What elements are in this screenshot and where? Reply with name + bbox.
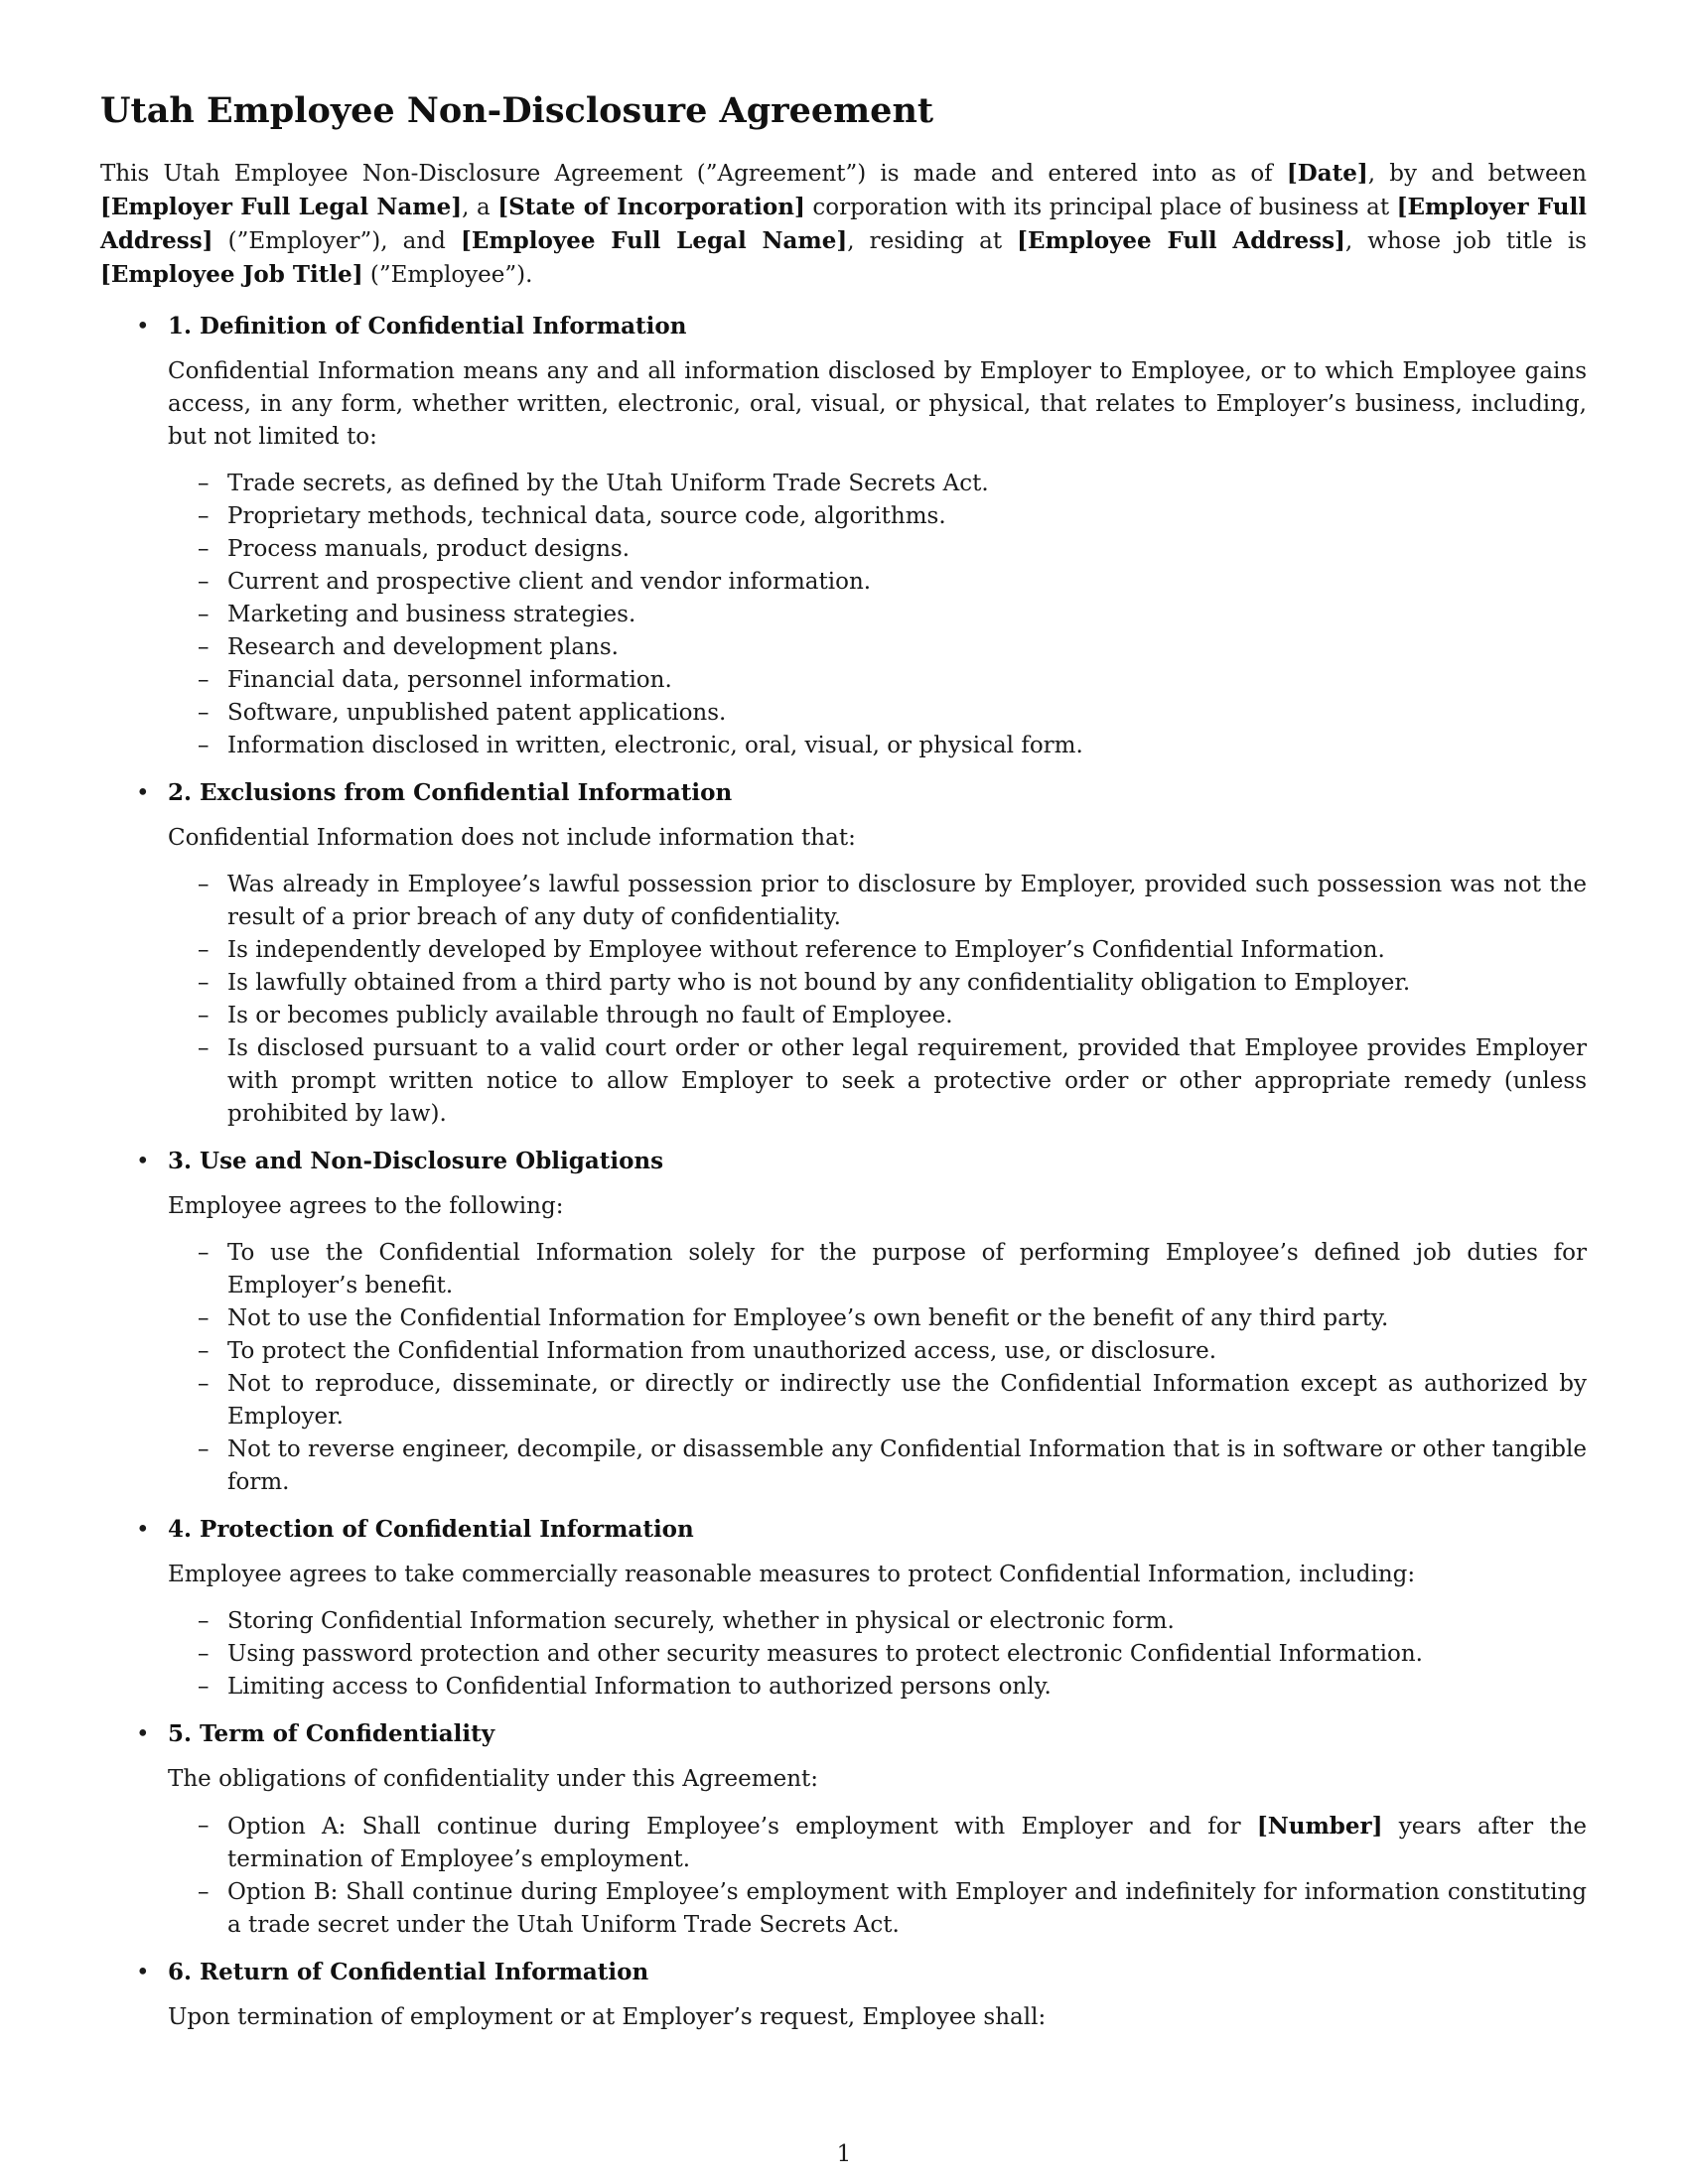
dash-icon: – [198, 937, 210, 963]
list-item-text: Using password protection and other security measures to protect electronic Confidential Information. [227, 1641, 1423, 1667]
page-number: 1 [836, 2141, 852, 2167]
section-lead: Upon termination of employment or at Employer’s request, Employee shall: [168, 2004, 1047, 2030]
dash-icon: – [198, 1436, 210, 1462]
list-item-text: Marketing and business strategies. [227, 602, 636, 627]
list-item-text: Not to use the Confidential Information for Employee’s own benefit or the benefit of any third party. [227, 1305, 1389, 1331]
option-a-text: years after the termination of Employee’s employment. [227, 1814, 1587, 1872]
list-item [168, 869, 1587, 934]
section-2 [100, 776, 1587, 1131]
list-item-text: Financial data, personnel information. [227, 667, 672, 693]
list-item [168, 730, 1587, 762]
list-item [168, 1810, 1587, 1876]
dash-icon: – [198, 1305, 210, 1331]
list-item-text: To protect the Confidential Information from unauthorized access, use, or disclosure. [227, 1338, 1217, 1364]
dash-icon: – [198, 970, 210, 996]
list-item [168, 566, 1587, 599]
dash-icon: – [198, 1003, 210, 1028]
section-4 [100, 1513, 1587, 1704]
list-item-text: Trade secrets, as defined by the Utah Uniform Trade Secrets Act. [227, 471, 989, 496]
list-item [168, 1237, 1587, 1302]
dash-icon: – [198, 634, 210, 660]
list-item [168, 533, 1587, 566]
job-title-placeholder: [Employee Job Title] [100, 261, 363, 288]
list-item [168, 500, 1587, 533]
list-item-text: Limiting access to Confidential Information to authorized persons only. [227, 1674, 1052, 1700]
intro-text: (”Employee”). [362, 262, 533, 288]
list-item-text: Is independently developed by Employee without reference to Employer’s Confidential Information. [227, 937, 1385, 963]
dash-icon: – [198, 1813, 210, 1839]
section-heading: 5. Term of Confidentiality [168, 1720, 495, 1747]
intro-text: , residing at [847, 228, 1018, 254]
list-item [168, 697, 1587, 730]
section-lead: Employee agrees to take commercially reasonable measures to protect Confidential Information, including: [168, 1562, 1416, 1587]
employer-address-placeholder: [Employer Full Address] [100, 194, 1587, 254]
list-item-text: Software, unpublished patent applications. [227, 700, 727, 726]
dash-icon: – [198, 1879, 210, 1905]
list-item [168, 934, 1587, 967]
employer-name-placeholder: [Employer Full Legal Name] [100, 194, 463, 220]
state-placeholder: [State of Incorporation] [497, 194, 805, 220]
list-item [168, 1368, 1587, 1433]
dash-icon: – [198, 1674, 210, 1700]
employee-name-placeholder: [Employee Full Legal Name] [460, 227, 848, 254]
dash-icon: – [198, 569, 210, 595]
list-item [168, 664, 1587, 697]
number-placeholder: [Number] [1256, 1813, 1383, 1840]
list-item-text: Not to reproduce, disseminate, or directly or indirectly use the Confidential Information except as authorized by Employer. [227, 1371, 1587, 1430]
section-3 [100, 1145, 1587, 1499]
dash-icon: – [198, 503, 210, 529]
section-5 [100, 1717, 1587, 1942]
intro-text: , by and between [1367, 161, 1587, 187]
list-item-text: Is or becomes publicly available through no fault of Employee. [227, 1003, 953, 1028]
dash-icon: – [198, 1338, 210, 1364]
dash-icon: – [198, 700, 210, 726]
dash-icon: – [198, 667, 210, 693]
list-item [168, 599, 1587, 631]
section-heading: 6. Return of Confidential Information [168, 1959, 649, 1985]
list-item [168, 967, 1587, 1000]
section-heading: 4. Protection of Confidential Information [168, 1516, 694, 1543]
list-item-text: Storing Confidential Information securely, whether in physical or electronic form. [227, 1608, 1175, 1634]
section-1 [100, 310, 1587, 762]
section-list [100, 310, 1587, 2034]
intro-text: , a [462, 195, 498, 220]
list-item-text: Is lawfully obtained from a third party who is not bound by any confidentiality obligation to Employer. [227, 970, 1411, 996]
section-heading: 2. Exclusions from Confidential Information [168, 779, 733, 806]
section-lead: Employee agrees to the following: [168, 1193, 564, 1219]
list-item [168, 1876, 1587, 1942]
list-item-text: Is disclosed pursuant to a valid court order or other legal requirement, provided that Employee provides Employer with prompt written notice to allow Employer to seek a protective order or other appropriate remedy (unless prohibited by law). [227, 1035, 1587, 1127]
list-item [168, 1000, 1587, 1032]
section-lead: Confidential Information means any and all information disclosed by Employer to Employee, or to which Employee gains access, in any form, whether written, electronic, oral, visual, or physical, that relates to Employer’s business, including, but not limited to: [168, 358, 1587, 450]
option-b-text: Option B: Shall continue during Employee’s employment with Employer and indefinitely for information constituting a trade secret under the Utah Uniform Trade Secrets Act. [227, 1879, 1587, 1938]
list-item [168, 1638, 1587, 1671]
section-4-items [168, 1605, 1587, 1704]
section-lead: Confidential Information does not include information that: [168, 825, 856, 851]
list-item-text: Not to reverse engineer, decompile, or disassemble any Confidential Information that is in software or other tangible form. [227, 1436, 1587, 1495]
intro-text: (”Employer”), and [212, 228, 461, 254]
dash-icon: – [198, 733, 210, 758]
option-a-text: Option A: Shall continue during Employee’s employment with Employer and for [227, 1814, 1257, 1840]
list-item [168, 468, 1587, 500]
section-heading: 1. Definition of Confidential Information [168, 313, 687, 340]
dash-icon: – [198, 1240, 210, 1266]
intro-paragraph [100, 157, 1587, 292]
list-item-text: Information disclosed in written, electronic, oral, visual, or physical form. [227, 733, 1083, 758]
intro-text: This Utah Employee Non-Disclosure Agreement (”Agreement”) is made and entered into as of [100, 161, 1287, 187]
section-6 [100, 1956, 1587, 2034]
dash-icon: – [198, 1035, 210, 1061]
list-item-text: Research and development plans. [227, 634, 619, 660]
intro-text: , whose job title is [1344, 228, 1587, 254]
dash-icon: – [198, 1641, 210, 1667]
section-3-items [168, 1237, 1587, 1499]
list-item [168, 1335, 1587, 1368]
date-placeholder: [Date] [1286, 160, 1368, 187]
list-item-text: Current and prospective client and vendor information. [227, 569, 872, 595]
section-lead: The obligations of confidentiality under this Agreement: [168, 1766, 819, 1792]
section-2-items [168, 869, 1587, 1131]
section-1-items [168, 468, 1587, 762]
document-title: Utah Employee Non-Disclosure Agreement [100, 90, 934, 131]
dash-icon: – [198, 602, 210, 627]
list-item-text: Proprietary methods, technical data, source code, algorithms. [227, 503, 946, 529]
dash-icon: – [198, 872, 210, 897]
list-item [168, 1671, 1587, 1704]
bullet-icon: • [136, 1960, 150, 1985]
bullet-icon: • [136, 1517, 150, 1543]
dash-icon: – [198, 536, 210, 562]
intro-text: corporation with its principal place of business at [804, 195, 1397, 220]
document-page [100, 89, 1587, 2048]
list-item [168, 631, 1587, 664]
list-item [168, 1433, 1587, 1499]
employee-address-placeholder: [Employee Full Address] [1017, 227, 1345, 254]
list-item-text: Process manuals, product designs. [227, 536, 631, 562]
bullet-icon: • [136, 314, 150, 340]
dash-icon: – [198, 1371, 210, 1397]
dash-icon: – [198, 1608, 210, 1634]
section-heading: 3. Use and Non-Disclosure Obligations [168, 1148, 664, 1174]
list-item-text: Was already in Employee’s lawful possession prior to disclosure by Employer, provided such possession was not the result of a prior breach of any duty of confidentiality. [227, 872, 1587, 930]
dash-icon: – [198, 471, 210, 496]
bullet-icon: • [136, 1721, 150, 1747]
bullet-icon: • [136, 780, 150, 806]
list-item [168, 1302, 1587, 1335]
bullet-icon: • [136, 1149, 150, 1174]
section-5-items [168, 1810, 1587, 1942]
list-item-text: To use the Confidential Information solely for the purpose of performing Employee’s defined job duties for Employer’s benefit. [227, 1240, 1587, 1298]
list-item [168, 1605, 1587, 1638]
list-item [168, 1032, 1587, 1131]
